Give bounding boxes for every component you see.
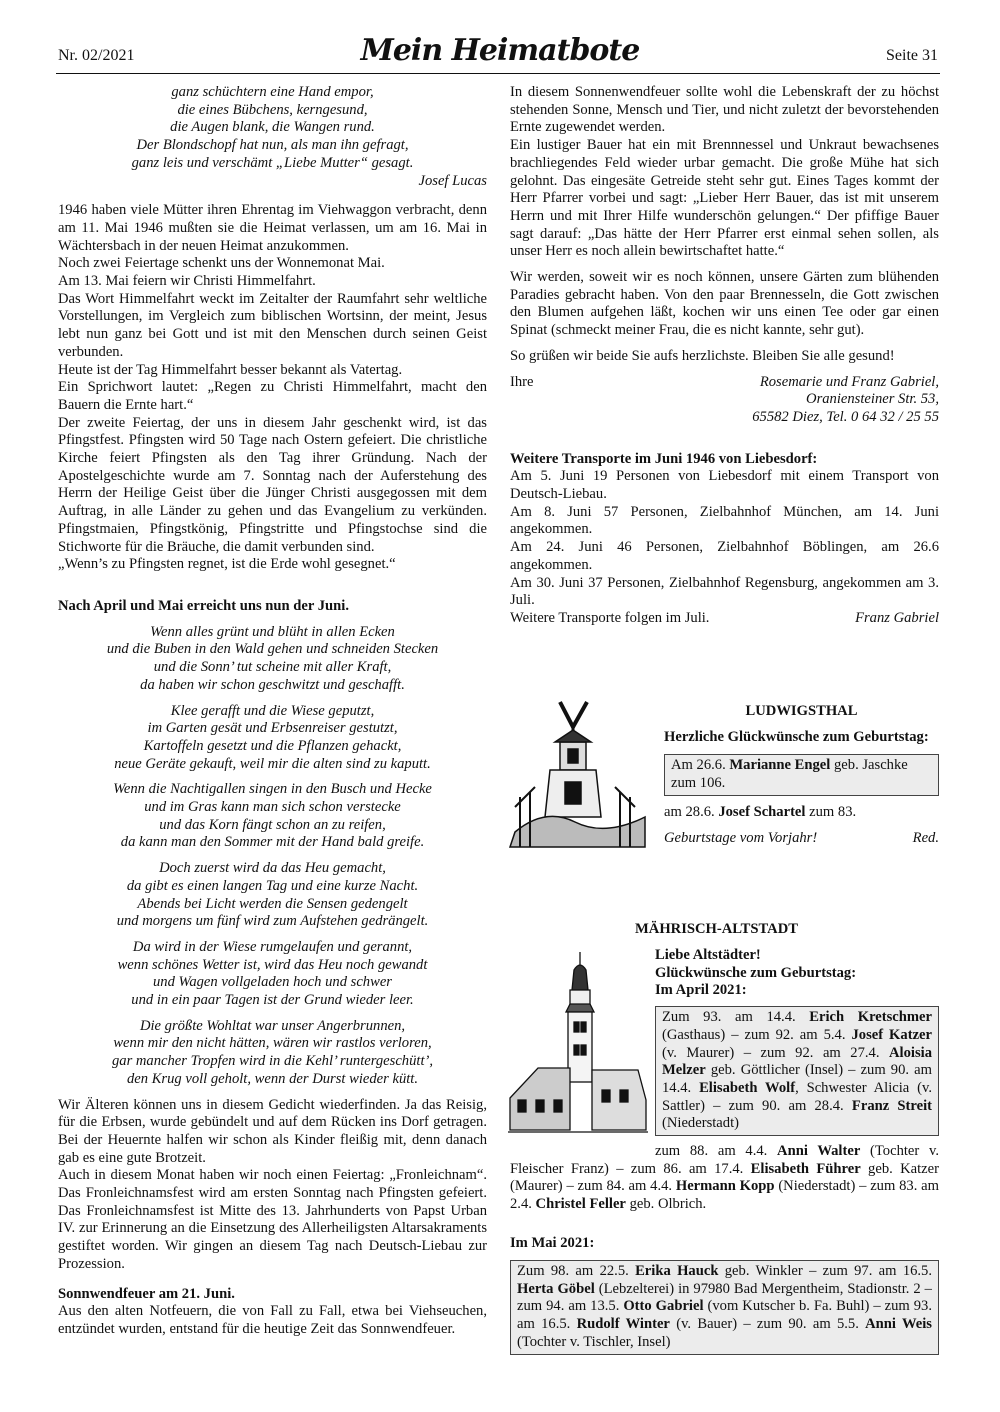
paragraph: So grüßen wir beide Sie aufs herzlichste. Bleiben Sie alle gesund! bbox=[510, 347, 895, 364]
detail: geb. Winkler – zum 97. am 16.5. bbox=[718, 1263, 933, 1279]
altstadt-april-rest bbox=[510, 1143, 939, 1214]
person-name: Elisabeth Wolf bbox=[699, 1079, 796, 1096]
person-name: Aloisia Melzer bbox=[662, 1044, 932, 1079]
poem-line: da kann man den Sommer mit der Hand bald greife. bbox=[120, 834, 425, 851]
detail: geb. Katzer (Maurer) – zum 84. am 4.4. bbox=[510, 1160, 939, 1195]
detail: (Tochter v. Fleischer Franz) – zum 86. am 17.4. bbox=[510, 1143, 940, 1177]
person-name: Josef Katzer bbox=[851, 1026, 932, 1043]
detail: (Niederstadt) – zum 83. am 2.4. bbox=[510, 1178, 939, 1213]
poem-line: und in ein paar Tagen ist der Grund wieder leer. bbox=[131, 992, 414, 1009]
paragraph: Heute ist der Tag Himmelfahrt besser bekannt als Vatertag. bbox=[58, 361, 403, 378]
church-illustration bbox=[508, 950, 648, 1140]
paragraph: Aus den alten Notfeuern, die von Fall zu Fall, etwa bei Viehseuchen, entzündet wurden, entstand für die heutige Zeit das Sonnwendfeuer. bbox=[58, 1303, 487, 1337]
masthead-title: Mein Heimatbote bbox=[360, 33, 640, 68]
poem-line: den Krug voll geholt, wenn der Durst wieder kütt. bbox=[126, 1070, 419, 1087]
poem-line: und die Buben in den Wald gehen und schneiden Stecken bbox=[106, 641, 439, 658]
person-name: Otto Gabriel bbox=[623, 1298, 704, 1315]
paragraph: Wir werden, soweit wir es noch können, unsere Gärten zum blühenden Paradies gebracht haben. Von den paar Brennesseln, die Gott zwischen den Blumen aufgehen läßt, kochen wir uns einen Tee oder gar einen Spinat (schmeckt meiner Frau, die es nicht kannte, sehr gut). bbox=[510, 269, 939, 339]
birthday-box-may bbox=[510, 1260, 939, 1355]
poem-line: Kartoffeln gesetzt und die Pflanzen gehackt, bbox=[143, 737, 402, 754]
chapel-illustration bbox=[505, 697, 655, 857]
poem-stanza bbox=[58, 781, 487, 852]
detail: (v. Bauer) – zum 90. am 5.5. bbox=[669, 1316, 866, 1333]
detail: (vom Kutscher b. Fa. Buhl) – zum 93. am 16.5. bbox=[517, 1298, 932, 1333]
poem-line: Klee gerafft und die Wiese geputzt, bbox=[170, 702, 375, 719]
paragraph: Ein lustiger Bauer hat ein mit Brennnessel und Unkraut bewachsenes brachliegendes Feld wieder urbar gemacht. Die große Mühe hat sich gelohnt. Das eingesäte Getreide steht sehr gut. Eines Tages kommt der Herr Pfarrer vorbei und sagt: „Lieber Herr Bauer, das ist mit unserem Herrn und mit Ihrer Hilfe wunderschön gelungen.“ Der pfiffige Bauer sagt darauf: „Das hätte der Herr Pfarrer erst einmal sehen sollen, als unser Herr es noch allein bewirtschaftet hatte.“ bbox=[510, 137, 939, 260]
person-name: Marianne Engel bbox=[729, 757, 831, 774]
poem-stanza bbox=[58, 1018, 487, 1089]
detail: Zum 98. am 22.5. bbox=[517, 1263, 636, 1279]
poem-line: Wenn alles grünt und blüht in allen Ecken bbox=[150, 623, 395, 640]
birthday-box-april bbox=[655, 1006, 939, 1136]
header-rule bbox=[56, 73, 940, 74]
birthday-box bbox=[664, 754, 939, 795]
note-signature: Red. bbox=[912, 829, 939, 846]
section-heading: Nach April und Mai erreicht uns nun der Juni. bbox=[58, 597, 349, 614]
address-line: 65582 Diez, Tel. 0 64 32 / 25 55 bbox=[752, 408, 939, 425]
paragraph: Das Wort Himmelfahrt weckt im Zeitalter der Raumfahrt sehr weltliche Vorstellungen, im Vergleich zum biblischen Wortsinn, der meint, Jesus lebt nun ganz bei Gott und ist mit den Menschen durch seinen Geist verbunden. bbox=[58, 290, 487, 360]
address-line: Oraniensteiner Str. 53, bbox=[806, 391, 939, 408]
poem-line: Wenn die Nachtigallen singen in den Busch und Hecke bbox=[113, 781, 432, 798]
issue-number: Nr. 02/2021 bbox=[58, 47, 135, 64]
greeting: Liebe Altstädter! bbox=[655, 947, 761, 963]
page-number: Seite 31 bbox=[886, 47, 938, 64]
poem-stanza bbox=[58, 624, 487, 695]
paragraph: Der zweite Feiertag, der uns in diesem Jahr geschenkt wird, ist das Pfingstfest. Pfingsten wird 50 Tage nach Ostern gefeiert. Die christliche Kirche feiert Pfingsten als den Tag ihrer Gründung. Nach der Apostelgeschichte wurde am 7. Sonntag nach der Auferstehung des Herrn der Heilige Geist über die Jünger Christi ausgegossen mit dem Auftrag, in alle Länder zu gehen und das Evangelium zu verkünden. Pfingstmaien, Pfingstkönig, Pfingstritte und Pfingstochse sind die Stichworte für die Bräuche, die damit verbunden sind. bbox=[58, 414, 487, 555]
author: Franz Gabriel bbox=[855, 609, 939, 626]
transport-footer bbox=[510, 610, 939, 628]
poem-line: Die größte Wohltat war unser Angerbrunnen, bbox=[139, 1017, 406, 1034]
address-line: Rosemarie und Franz Gabriel, bbox=[759, 373, 939, 390]
person-name: Hermann Kopp bbox=[675, 1178, 775, 1195]
person-name: Christel Feller bbox=[535, 1196, 626, 1213]
poem-stanza bbox=[58, 939, 487, 1010]
poem-line: und im Gras kann man sich schon verstecke bbox=[144, 799, 401, 816]
paragraph: Wir Älteren können uns in diesem Gedicht wiederfinden. Ja das Reisig, für die Erbsen, wurde gebündelt und auf dem Rücken ins Dorf getragen. Bei der Heuernte halfen wir schon als Kinder fleißig mit, denn danach gab es eine gute Brotzeit. bbox=[58, 1096, 487, 1166]
month-heading: Im Mai 2021: bbox=[510, 1235, 595, 1251]
section-heading: Weitere Transporte im Juni 1946 von Liebesdorf: bbox=[510, 450, 818, 467]
detail: zum 88. am 4.4. bbox=[655, 1143, 778, 1159]
paragraph: Auch in diesem Monat haben wir noch einen Feiertag: „Fronleichnam“. Das Fronleichnamsfest wird am ersten Sonntag nach Pfingsten gefeiert. Das Fronleichnamsfest ist Mitte des 13. Jahrhunderts von Papst Urban IV. zur Erinnerung an die Einsetzung des Allerheiligsten Altarsakraments gestiftet worden. Wir gingen an diesem Tag nach Deutsch-Liebau zur Prozession. bbox=[58, 1167, 487, 1272]
date: am 28.6. bbox=[664, 803, 715, 820]
person-name: Franz Streit bbox=[851, 1097, 932, 1114]
section-heading: Sonnwendfeuer am 21. Juni. bbox=[58, 1285, 235, 1302]
birthday-list bbox=[662, 1009, 932, 1133]
person-name: Erich Kretschmer bbox=[809, 1009, 933, 1026]
poem-line: und morgens um fünf wird zum Aufstehen gedrängelt. bbox=[116, 913, 429, 930]
detail: geb. Göttlicher (Insel) – zum 90. am 14.4. bbox=[662, 1062, 932, 1096]
transport-item: Am 24. Juni 46 Personen, Zielbahnhof Böblingen, am 26.6 angekommen. bbox=[510, 539, 939, 573]
poem-stanza bbox=[58, 703, 487, 774]
poem-line: die Augen blank, die Wangen rund. bbox=[170, 119, 375, 136]
poem-line: gar mancher Tropfen wird in die Kehl’ runtergeschütt’, bbox=[111, 1053, 434, 1070]
detail: (Tochter v. Tischler, Insel) bbox=[517, 1333, 671, 1350]
section-title: LUDWIGSTHAL bbox=[745, 703, 858, 719]
detail: (Gasthaus) – zum 92. am 5.4. bbox=[662, 1026, 852, 1043]
paragraph: 1946 haben viele Mütter ihren Ehrentag im Viehwaggon verbracht, denn am 11. Mai 1946 mußten sie die Heimat verlassen, um am 16. Mai in Wächtersbach in der neuen Heimat anzukommen. bbox=[58, 202, 487, 254]
person-name: Rudolf Winter bbox=[576, 1316, 670, 1333]
month-heading: Im April 2021: bbox=[655, 982, 747, 999]
transport-item: Am 8. Juni 57 Personen, Zielbahnhof München, am 14. Juni angekommen. bbox=[510, 503, 939, 538]
ludwigsthal-section bbox=[664, 703, 939, 847]
poem-line: ganz schüchtern eine Hand empor, bbox=[171, 84, 374, 100]
detail: geb. Jaschke zum 106. bbox=[671, 757, 908, 792]
detail: (Niederstadt) bbox=[662, 1115, 739, 1132]
poem-line: Da wird in der Wiese rumgelaufen und gerannt, bbox=[132, 938, 413, 955]
date: Am 26.6. bbox=[671, 757, 726, 774]
paragraph: Noch zwei Feiertage schenkt uns der Wonnemonat Mai. bbox=[58, 255, 385, 272]
paragraph: „Wenn’s zu Pfingsten regnet, ist die Erde wohl gesegnet.“ bbox=[58, 556, 396, 573]
poem-line: wenn mir den nicht hätten, wären wir rastlos verloren, bbox=[113, 1035, 432, 1052]
person-name: Josef Schartel bbox=[718, 803, 806, 820]
person-name: Anni Walter bbox=[777, 1143, 861, 1159]
poem-line: die eines Bübchens, kerngesund, bbox=[177, 101, 368, 118]
birthday-list bbox=[510, 1143, 939, 1214]
poem-line: und die Sonn’ tut scheine mit aller Kraft, bbox=[153, 659, 392, 676]
poem-line: neue Geräte gekauft, weil mir die alten sind zu kaputt. bbox=[114, 755, 431, 772]
transport-item: Am 30. Juni 37 Personen, Zielbahnhof Regensburg, angekommen am 3. Juli. bbox=[510, 574, 939, 609]
altstadt-section bbox=[655, 947, 939, 1136]
poem-line: Abends bei Licht werden die Sensen gedengelt bbox=[137, 895, 408, 912]
right-column bbox=[510, 84, 939, 628]
poem-line: Der Blondschopf hat nun, als man ihn gefragt, bbox=[136, 137, 409, 154]
poem-stanza bbox=[58, 860, 487, 931]
poem-line: und das Korn fängt schon an zu reifen, bbox=[159, 816, 386, 833]
birthday-list bbox=[517, 1263, 932, 1352]
poem-june bbox=[58, 624, 487, 1089]
address bbox=[752, 374, 939, 427]
signature-block bbox=[510, 374, 939, 427]
person-name: Anni Weis bbox=[865, 1316, 932, 1333]
poem-author: Josef Lucas bbox=[418, 172, 487, 189]
poem-line: und Wagen vollgeladen hoch und schwer bbox=[152, 974, 392, 991]
closing: Ihre bbox=[510, 373, 534, 390]
person-name: Elisabeth Führer bbox=[750, 1160, 861, 1177]
detail: (v. Maurer) – zum 92. am 27.4. bbox=[662, 1044, 890, 1061]
person-name: Erika Hauck bbox=[635, 1263, 719, 1279]
section-title: MÄHRISCH-ALTSTADT bbox=[635, 921, 798, 937]
poem-line: da gibt es einen langen Tag und eine kurze Nacht. bbox=[126, 877, 419, 894]
person-name: Herta Göbel bbox=[517, 1280, 595, 1297]
poem-mother bbox=[58, 84, 487, 173]
left-column bbox=[58, 84, 487, 1339]
detail: (Lebzelterei) in 97980 Bad Mergentheim, Stadionstr. 2 – zum 94. am 13.5. bbox=[517, 1280, 932, 1315]
poem-line: im Garten gesät und Erbsenreiser gestutzt, bbox=[147, 720, 398, 737]
poem-line: ganz leis und verschämt „Liebe Mutter“ gesagt. bbox=[131, 154, 414, 171]
detail: geb. Olbrich. bbox=[625, 1196, 707, 1213]
paragraph: Ein Sprichwort lautet: „Regen zu Christi Himmelfahrt, macht den Bauern die Ernte hart.“ bbox=[58, 379, 487, 413]
poem-line: wenn schönes Wetter ist, wird das Heu noch gewandt bbox=[117, 956, 428, 973]
poem-line: Doch zuerst wird da das Heu gemacht, bbox=[159, 860, 386, 877]
section-subtitle: Herzliche Glückwünsche zum Geburtstag: bbox=[664, 728, 929, 745]
paragraph: In diesem Sonnenwendfeuer sollte wohl die Lebenskraft der zu höchst stehenden Sonne, Mensch und Tier, und nicht zuletzt der bevorstehenden Ernte zugewendet werden. bbox=[510, 84, 939, 136]
detail: Zum 93. am 14.4. bbox=[662, 1009, 810, 1026]
detail: zum 83. bbox=[809, 803, 857, 820]
birthday-line bbox=[664, 804, 939, 822]
transport-item: Weitere Transporte folgen im Juli. bbox=[510, 609, 710, 626]
note-row bbox=[664, 830, 939, 848]
note: Geburtstage vom Vorjahr! bbox=[664, 829, 818, 846]
detail: , Schwester Alicia (v. Sattler) – zum 90. am 28.4. bbox=[662, 1079, 932, 1114]
section-subtitle: Glückwünsche zum Geburtstag: bbox=[655, 964, 857, 981]
transport-item: Am 5. Juni 19 Personen von Liebesdorf mit einem Transport von Deutsch-Liebau. bbox=[510, 468, 939, 503]
paragraph: Am 13. Mai feiern wir Christi Himmelfahrt. bbox=[58, 273, 316, 290]
poem-line: da haben wir schon geschwitzt und geschafft. bbox=[140, 676, 405, 693]
